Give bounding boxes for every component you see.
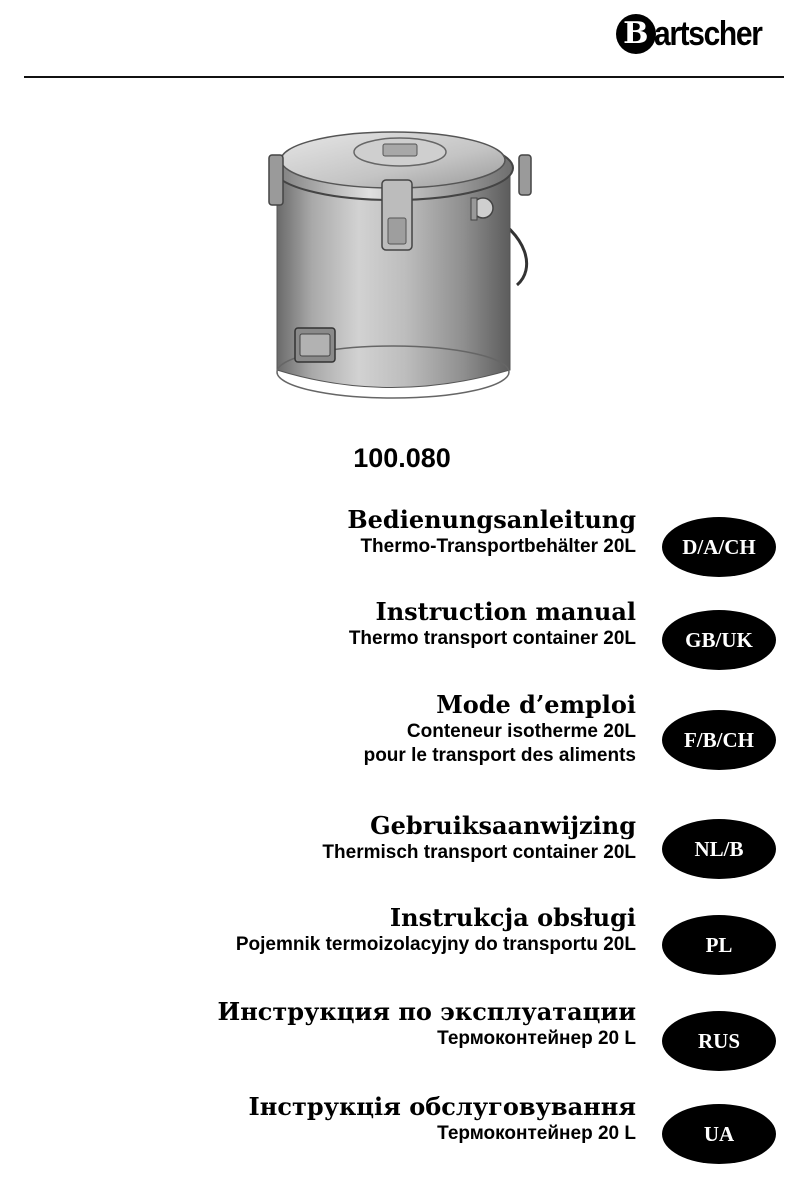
- product-name: Thermo-Transportbehälter 20L: [360, 536, 636, 557]
- product-name-line-2: pour le transport des aliments: [363, 745, 636, 766]
- product-name: Conteneur isotherme 20L: [406, 721, 636, 742]
- language-code-badge: NL/B: [662, 819, 776, 879]
- manual-title: Инструкция по эксплуатации: [217, 997, 636, 1026]
- product-name: Thermo transport container 20L: [348, 628, 636, 649]
- thermo-container-icon: [255, 100, 555, 420]
- language-code-badge: PL: [662, 915, 776, 975]
- product-name: Термоконтейнер 20 L: [437, 1123, 636, 1144]
- manual-title: Mode d’emploi: [436, 690, 636, 719]
- product-name: Thermisch transport container 20L: [322, 842, 636, 863]
- manual-title: Bedienungsanleitung: [347, 505, 636, 534]
- brand-initial: B: [616, 14, 656, 54]
- language-code-badge: GB/UK: [662, 610, 776, 670]
- manual-title: Instrukcja obsługi: [389, 903, 636, 932]
- brand-name: artscher: [653, 14, 762, 53]
- language-text: [16, 505, 636, 559]
- header-divider: [24, 76, 784, 78]
- language-text: [16, 1092, 636, 1146]
- manual-title: Інструкція обслуговування: [248, 1092, 636, 1121]
- language-code-badge: RUS: [662, 1011, 776, 1071]
- model-number-text: 100.080: [353, 443, 451, 473]
- language-code-badge: UA: [662, 1104, 776, 1164]
- language-text: [16, 690, 636, 768]
- language-text: [16, 597, 636, 651]
- language-text: [16, 811, 636, 865]
- model-number: [0, 443, 808, 474]
- manual-title: Gebruiksaanwijzing: [370, 811, 636, 840]
- language-code-badge: F/B/CH: [662, 710, 776, 770]
- brand-logo: [616, 14, 776, 54]
- manual-title: Instruction manual: [375, 597, 636, 626]
- language-code-badge: D/A/CH: [662, 517, 776, 577]
- product-name: Термоконтейнер 20 L: [437, 1028, 636, 1049]
- language-text: [16, 903, 636, 957]
- product-name: Pojemnik termoizolacyjny do transportu 20L: [235, 934, 636, 955]
- language-text: [16, 997, 636, 1051]
